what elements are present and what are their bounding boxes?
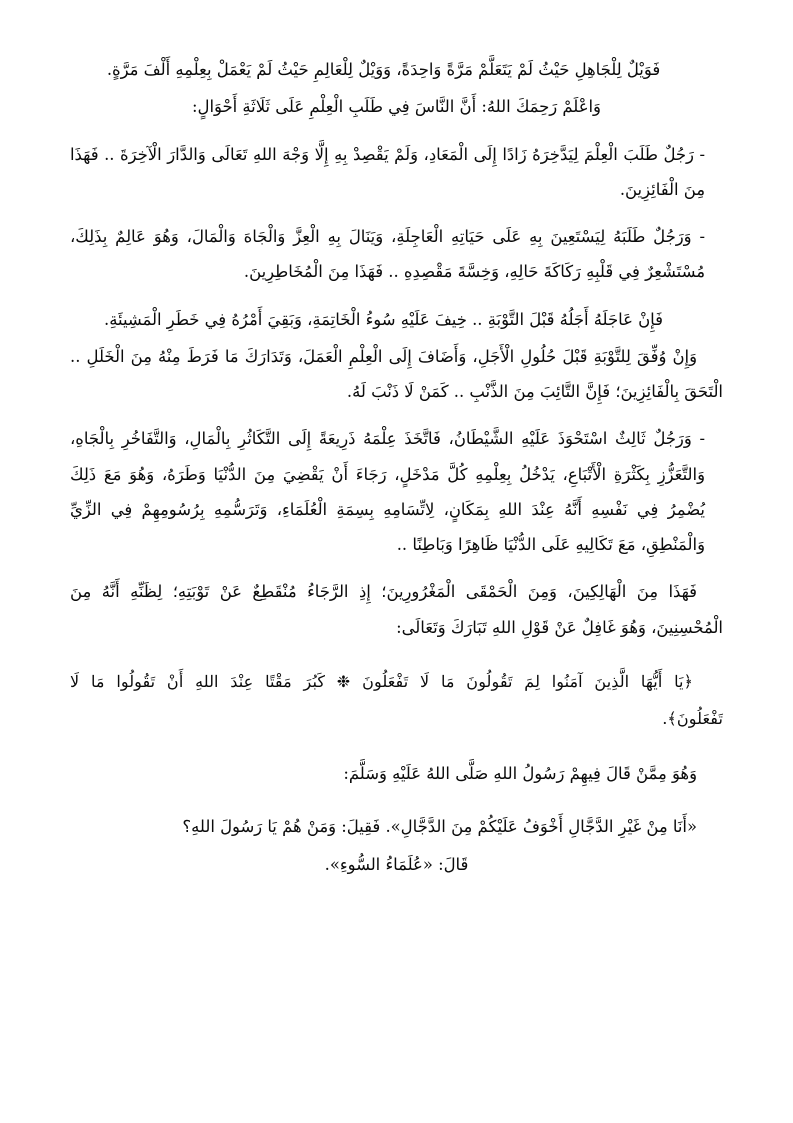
paragraph-the-ruined-ones: فَهَذَا مِنَ الْهَالِكِينَ، وَمِنَ الْحَمْقَى الْمَغْرُورِينَ؛ إِذِ الرَّجَاءُ مُنْقَطِعٌ عَنْ تَوْبَتِهِ؛ لِظَنِّهِ أَنَّهُ مِنَ الْمُحْسِنِينَ، وَهُوَ غَافِلٌ عَنْ قَوْلِ اللهِ تَبَارَكَ وَتَعَالَى:	[70, 582, 723, 637]
spacer	[70, 740, 723, 756]
list-item-second-type: - وَرَجُلٌ طَلَبَهُ لِيَسْتَعِينَ بِهِ عَلَى حَيَاتِهِ الْعَاجِلَةِ، وَيَنَالَ بِهِ الْعِزَّ وَالْجَاهَ وَالْمَالَ، وَهُوَ عَالِمٌ بِذَلِكَ، مُسْتَشْعِرٌ فِي قَلْبِهِ رَكَاكَةَ حَالِهِ، وَخِسَّةَ مَقْصِدِهِ .. فَهَذَا مِنَ الْمُخَاطِرِينَ.	[70, 227, 705, 282]
spacer	[70, 411, 723, 421]
hadith-text: «أَنَا مِنْ غَيْرِ الدَّجَّالِ أَخْوَفُ عَلَيْكُمْ مِنَ الدَّجَّالِ». فَقِيلَ: وَمَنْ هُمْ يَا رَسُولَ اللهِ؟	[182, 816, 697, 836]
paragraph-death-before-repentance: فَإِنْ عَاجَلَهُ أَجَلُهُ قَبْلَ التَّوْبَةِ .. خِيفَ عَلَيْهِ سُوءُ الْخَاتِمَةِ، وَبَقِيَ أَمْرُهُ فِي خَطَرِ الْمَشِيئَةِ.	[104, 309, 663, 329]
list-item-third-type: - وَرَجُلٌ ثَالِثٌ اسْتَحْوَذَ عَلَيْهِ الشَّيْطَانُ، فَاتَّخَذَ عِلْمَهُ ذَرِيعَةً إِلَى التَّكَاثُرِ بِالْمَالِ، وَالتَّفَاخُرِ بِالْجَاهِ، وَالتَّعَزُّزِ بِكَثْرَةِ الْأَتْبَاعِ، يَدْخُلُ بِعِلْمِهِ كُلَّ مَدْخَلٍ، رَجَاءَ أَنْ يَقْضِيَ مِنَ الدُّنْيَا وَطَرَهُ، وَهُوَ مَعَ ذَلِكَ يُضْمِرُ فِي نَفْسِهِ أَنَّهُ عِنْدَ اللهِ بِمَكَانٍ، لِاتِّسَامِهِ بِسِمَةِ الْعُلَمَاءِ، وَتَرَسُّمِهِ بِرُسُومِهِمْ فِي الزِّيِّ وَالْمَنْطِقِ، مَعَ تَكَالِيهِ عَلَى الدُّنْيَا ظَاهِرًا وَبَاطِنًا ..	[70, 429, 705, 555]
paragraph-know-three-states: وَاعْلَمْ رَحِمَكَ اللهُ: أَنَّ النَّاسَ فِي طَلَبِ الْعِلْمِ عَلَى ثَلَاثَةِ أَحْوَالٍ:	[192, 97, 601, 117]
spacer	[70, 647, 723, 663]
spacer	[70, 564, 723, 574]
spacer	[70, 292, 723, 302]
spacer	[70, 209, 723, 219]
spacer	[70, 793, 723, 809]
spacer	[70, 127, 723, 137]
paragraph-woe-to-ignorant: فَوَيْلٌ لِلْجَاهِلِ حَيْثُ لَمْ يَتَعَلَّمْ مَرَّةً وَاحِدَةً، وَوَيْلٌ لِلْعَالِمِ حَيْثُ لَمْ يَعْمَلْ بِعِلْمِهِ أَلْفَ مَرَّةٍ.	[106, 60, 661, 79]
quran-verse-as-saff: ﴿يَا أَيُّهَا الَّذِينَ آمَنُوا لِمَ تَقُولُونَ مَا لَا تَفْعَلُونَ ❉ كَبُرَ مَقْتًا عِنْدَ اللهِ أَنْ تَقُولُوا مَا لَا تَفْعَلُونَ﴾.	[70, 671, 723, 729]
document-body	[70, 52, 723, 883]
paragraph-prophet-said-about-them: وَهُوَ مِمَّنْ قَالَ فِيهِمْ رَسُولُ اللهِ صَلَّى اللهُ عَلَيْهِ وَسَلَّمَ:	[343, 763, 697, 783]
list-item-first-type: - رَجُلٌ طَلَبَ الْعِلْمَ لِيَدَّخِرَهُ زَادًا إِلَى الْمَعَادِ، وَلَمْ يَقْصِدْ بِهِ إِلَّا وَجْهَ اللهِ تَعَالَى وَالدَّارَ الْآخِرَةَ .. فَهَذَا مِنَ الْفَائِزِينَ.	[70, 144, 705, 199]
paragraph-repentance-accepted: وَإِنْ وُفِّقَ لِلتَّوْبَةِ قَبْلَ حُلُولِ الْأَجَلِ، وَأَضَافَ إِلَى الْعِلْمِ الْعَمَلَ، وَتَدَارَكَ مَا فَرَطَ مِنْهُ مِنَ الْخَلَلِ .. الْتَحَقَ بِالْفَائِزِينَ؛ فَإِنَّ التَّائِبَ مِنَ الذَّنْبِ .. كَمَنْ لَا ذَنْبَ لَهُ.	[70, 346, 723, 402]
hadith-answer: قَالَ: «عُلَمَاءُ السُّوءِ».	[324, 854, 469, 874]
